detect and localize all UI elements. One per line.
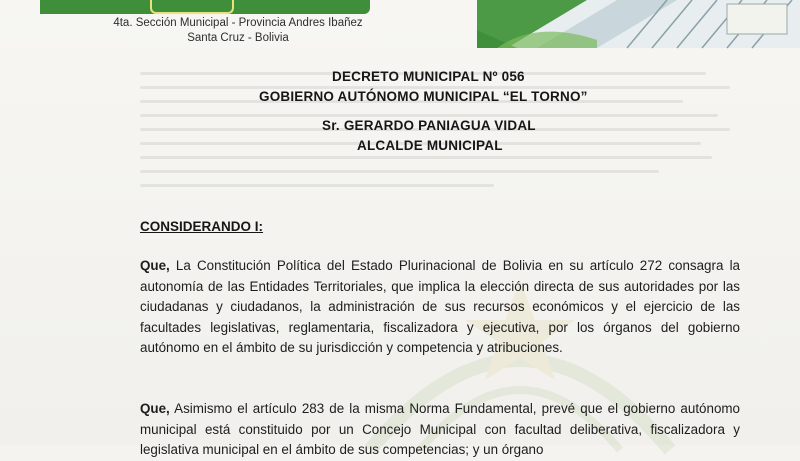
mayor-name: Sr. GERARDO PANIAGUA VIDAL [322,118,536,133]
mayor-title: ALCALDE MUNICIPAL [357,138,503,153]
paragraph-2-body: Asimismo el artículo 283 de la misma Norma Fundamental, prevé que el gobierno autónomo municipal está constituido por un Concejo Municipal con facultad deliberativa, fiscalizadora y legislativa municipal en el ámbito de sus competencias; y un órgano [140,401,740,457]
paragraph-2 [140,399,740,461]
header-address [88,16,388,46]
header-photo-banner [477,0,800,48]
considerando-heading: CONSIDERANDO I: [140,219,264,234]
decree-number: DECRETO MUNICIPAL Nº 056 [332,69,525,84]
address-line-1: 4ta. Sección Municipal - Provincia Andres Ibañez [113,17,363,29]
banner-photo-graphic [477,0,800,48]
paragraph-2-lead: Que, [140,401,170,416]
municipal-logo [40,0,370,14]
paragraph-1 [140,256,740,359]
government-name: GOBIERNO AUTÓNOMO MUNICIPAL “EL TORNO” [259,89,588,104]
address-line-2: Santa Cruz - Bolivia [187,32,289,44]
logo-emblem [150,0,234,14]
paragraph-1-lead: Que, [140,258,170,273]
paragraph-1-body: La Constitución Política del Estado Plurinacional de Bolivia en su artículo 272 consagra la autonomía de las Entidades Territoriales, que implica la elección directa de sus autoridades por las ciudadanas y ciudadanos, la administración de sus recursos económicos y el ejercicio de las facultades legislativas, reglamentaria, fiscalizadora y ejecutiva, por los órganos del gobierno autónomo en el ámbito de su jurisdicción y competencia y atribuciones. [140,258,740,355]
